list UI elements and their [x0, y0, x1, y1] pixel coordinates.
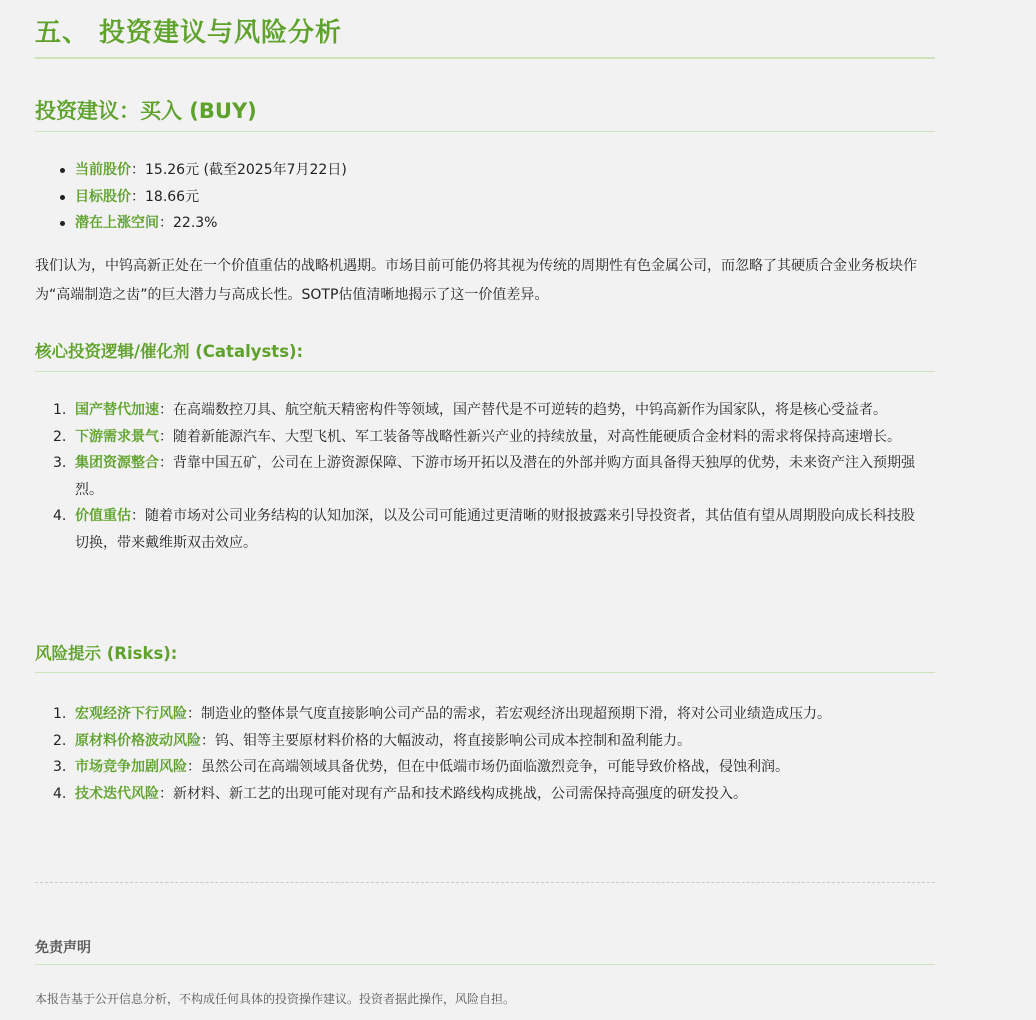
catalysts-title: 核心投资逻辑/催化剂 (Catalysts):: [35, 342, 304, 361]
risk-item: 4. 技术迭代风险：新材料、新工艺的出现可能对现有产品和技术路线构成挑战，公司需保持高强度的研发投入。: [35, 781, 925, 808]
item-text: 随着市场对公司业务结构的认知加深，以及公司可能通过更清晰的财报披露来引导投资者，其估值有望从周期股向成长科技股切换，带来戴维斯双击效应。: [75, 508, 915, 551]
recommendation-title-rule: [35, 131, 935, 132]
item-text: 背靠中国五矿，公司在上游资源保障、下游市场开拓以及潜在的外部并购方面具备得天独厚的优势，未来资产注入预期强烈。: [75, 455, 915, 498]
item-number: 2.: [53, 732, 67, 749]
price-metrics-list: [35, 157, 347, 237]
item-label: 市场竞争加剧风险: [75, 759, 187, 775]
item-label: 原材料价格波动风险: [75, 732, 201, 749]
risk-item: 3. 市场竞争加剧风险：虽然公司在高端领域具备优势，但在中低端市场仍面临激烈竞争，可能导致价格战，侵蚀利润。: [35, 754, 925, 781]
item-label: 技术迭代风险: [75, 785, 159, 802]
risks-list: [35, 701, 935, 807]
item-number: 3.: [53, 759, 67, 775]
item-label: 宏观经济下行风险: [75, 706, 187, 722]
metric-value: 18.66元: [145, 188, 200, 205]
item-number: 2.: [53, 428, 67, 445]
metric-current-price: 当前股价：15.26元 (截至2025年7月22日): [35, 157, 347, 184]
item-number: 4.: [53, 785, 67, 802]
item-text: 新材料、新工艺的出现可能对现有产品和技术路线构成挑战，公司需保持高强度的研发投入。: [173, 785, 747, 802]
risk-item: 2. 原材料价格波动风险：钨、钼等主要原材料价格的大幅波动，将直接影响公司成本控制和盈利能力。: [35, 728, 925, 755]
disclaimer-title: 免责声明: [35, 940, 91, 956]
item-number: 4.: [53, 508, 67, 524]
metric-label: 潜在上涨空间: [75, 215, 159, 231]
catalyst-item: 1. 国产替代加速：在高端数控刀具、航空航天精密构件等领域，国产替代是不可逆转的趋势，中钨高新作为国家队，将是核心受益者。: [35, 397, 925, 424]
catalysts-title-rule: [35, 371, 935, 372]
disclaimer-text: 本报告基于公开信息分析，不构成任何具体的投资操作建议。投资者据此操作，风险自担。: [35, 992, 516, 1006]
metric-value: 15.26元 (截至2025年7月22日): [145, 162, 347, 178]
item-label: 价值重估: [75, 508, 131, 524]
catalysts-list: [35, 397, 935, 556]
metric-target-price: 目标股价：18.66元: [35, 184, 347, 211]
risk-item: 1. 宏观经济下行风险：制造业的整体景气度直接影响公司产品的需求，若宏观经济出现超预期下滑，将对公司业绩造成压力。: [35, 701, 925, 728]
risks-title: 风险提示 (Risks):: [35, 644, 178, 663]
item-text: 在高端数控刀具、航空航天精密构件等领域，国产替代是不可逆转的趋势，中钨高新作为国家队，将是核心受益者。: [173, 402, 887, 418]
recommendation-summary: 我们认为，中钨高新正处在一个价值重估的战略机遇期。市场目前可能仍将其视为传统的周期性有色金属公司，而忽略了其硬质合金业务板块作为“高端制造之齿”的巨大潜力与高成长性。SOTP估值清晰地揭示了这一价值差异。: [35, 258, 917, 303]
catalyst-item: 3. 集团资源整合：背靠中国五矿，公司在上游资源保障、下游市场开拓以及潜在的外部并购方面具备得天独厚的优势，未来资产注入预期强烈。: [35, 450, 925, 503]
item-label: 国产替代加速: [75, 402, 159, 418]
recommendation-title: 投资建议：买入 (BUY): [35, 99, 257, 123]
metric-value: 22.3%: [173, 215, 218, 231]
item-number: 1.: [53, 402, 67, 418]
item-number: 1.: [53, 706, 67, 722]
metric-upside: 潜在上涨空间：22.3%: [35, 210, 347, 237]
item-number: 3.: [53, 455, 67, 471]
item-text: 虽然公司在高端领域具备优势，但在中低端市场仍面临激烈竞争，可能导致价格战，侵蚀利润。: [201, 759, 789, 775]
item-text: 钨、钼等主要原材料价格的大幅波动，将直接影响公司成本控制和盈利能力。: [215, 732, 691, 749]
risks-title-rule: [35, 672, 935, 673]
item-label: 集团资源整合: [75, 455, 159, 471]
catalyst-item: 4. 价值重估：随着市场对公司业务结构的认知加深，以及公司可能通过更清晰的财报披露来引导投资者，其估值有望从周期股向成长科技股切换，带来戴维斯双击效应。: [35, 503, 925, 556]
metric-label: 当前股价: [75, 162, 131, 178]
item-label: 下游需求景气: [75, 428, 159, 445]
footer-divider: [35, 882, 935, 883]
metric-label: 目标股价: [75, 188, 131, 205]
catalyst-item: 2. 下游需求景气：随着新能源汽车、大型飞机、军工装备等战略性新兴产业的持续放量，对高性能硬质合金材料的需求将保持高速增长。: [35, 424, 925, 451]
item-text: 随着新能源汽车、大型飞机、军工装备等战略性新兴产业的持续放量，对高性能硬质合金材料的需求将保持高速增长。: [173, 428, 901, 445]
item-text: 制造业的整体景气度直接影响公司产品的需求，若宏观经济出现超预期下滑，将对公司业绩造成压力。: [201, 706, 831, 722]
section-title-rule: [35, 57, 935, 59]
section-title: 五、 投资建议与风险分析: [35, 18, 343, 48]
disclaimer-title-rule: [35, 964, 935, 965]
